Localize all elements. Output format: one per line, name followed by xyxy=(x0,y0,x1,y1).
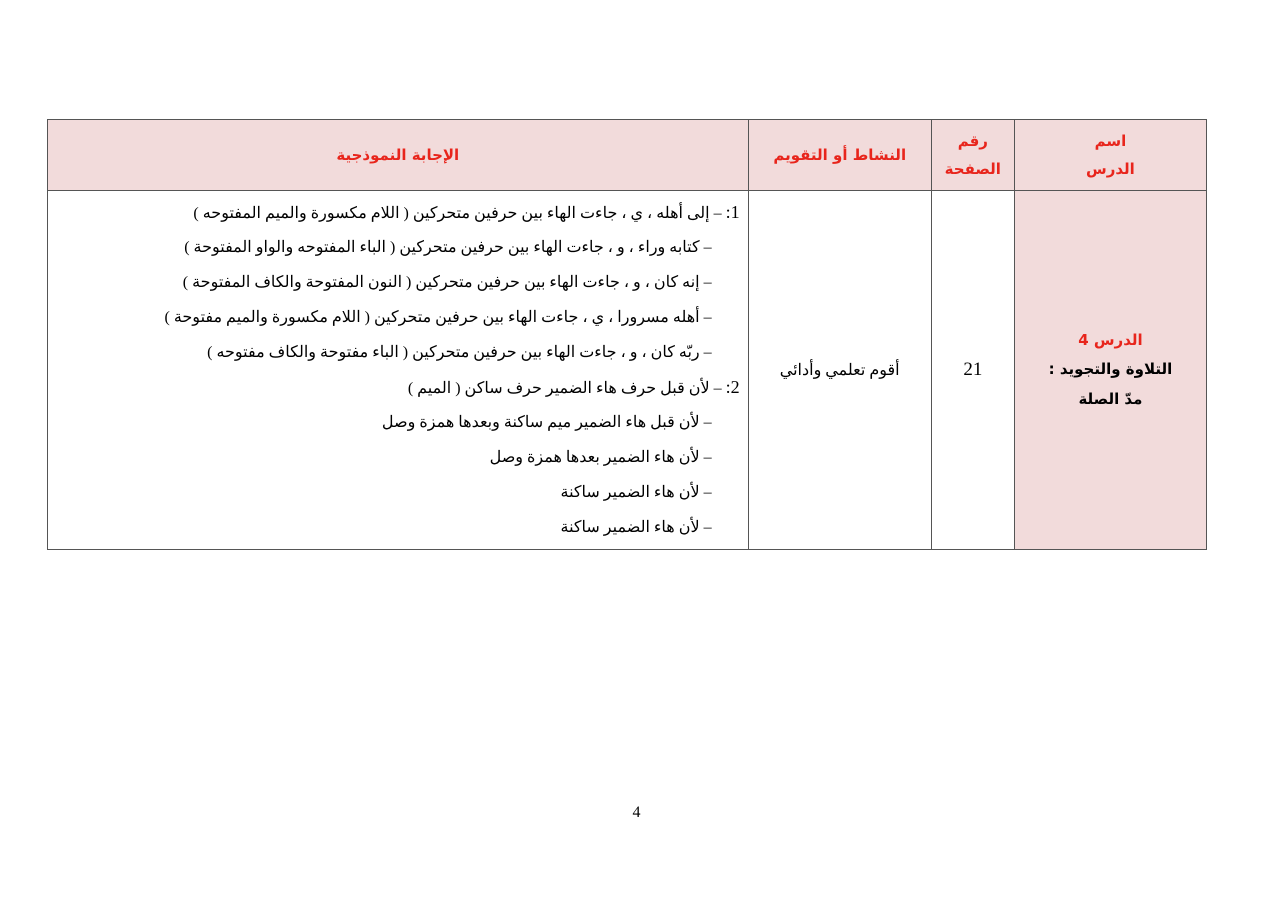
answer-line: – لأن قبل هاء الضمير ميم ساكنة وبعدها همزة وصل xyxy=(381,414,712,431)
header-model-answer: الإجابة النموذجية xyxy=(48,120,749,191)
answer-number: 1: xyxy=(725,202,740,222)
answer-line: – لأن هاء الضمير ساكنة xyxy=(560,519,712,536)
answer-text: – لأن قبل حرف هاء الضمير حرف ساكن ( الميم ) xyxy=(407,380,726,397)
header-lesson-name xyxy=(1014,120,1206,191)
activity-cell: أقوم تعلمي وأدائي xyxy=(748,191,931,550)
page-number-cell: 21 xyxy=(931,191,1014,550)
answer-number: 2: xyxy=(725,377,740,397)
table-row xyxy=(48,191,1207,550)
lesson-topic: التلاوة والتجويد : xyxy=(1048,360,1173,379)
header-lesson-line1: اسم xyxy=(1094,131,1127,150)
answer-line: – إنه كان ، و ، جاءت الهاء بين حرفين متحركين ( النون المفتوحة والكاف المفتوحة ) xyxy=(182,274,712,291)
page-number: 4 xyxy=(632,804,641,821)
header-page-line1: رقم xyxy=(957,131,988,150)
answer-line: – أهله مسرورا ، ي ، جاءت الهاء بين حرفين متحركين ( اللام مكسورة والميم مفتوحة ) xyxy=(164,309,712,326)
answer-line: – ربّه كان ، و ، جاءت الهاء بين حرفين متحركين ( الباء مفتوحة والكاف مفتوحه ) xyxy=(207,344,712,361)
lesson-subtopic: مدّ الصلة xyxy=(1078,389,1143,408)
answer-text: – إلى أهله ، ي ، جاءت الهاء بين حرفين متحركين ( اللام مكسورة والميم المفتوحه ) xyxy=(193,205,726,222)
header-lesson-line2: الدرس xyxy=(1086,160,1135,178)
answer-line xyxy=(56,195,740,230)
answer-line: – كتابه وراء ، و ، جاءت الهاء بين حرفين متحركين ( الباء المفتوحه والواو المفتوحة ) xyxy=(184,239,712,256)
answer-line: – لأن هاء الضمير بعدها همزة وصل xyxy=(489,449,712,466)
header-activity: النشاط أو التقويم xyxy=(748,120,931,191)
answer-line xyxy=(56,370,740,405)
table-header-row xyxy=(48,120,1207,191)
lesson-cell xyxy=(1014,191,1206,550)
answer-line: – لأن هاء الضمير ساكنة xyxy=(560,484,712,501)
answer-cell xyxy=(48,191,749,550)
lesson-table xyxy=(47,119,1207,550)
header-page-line2: الصفحة xyxy=(944,160,1001,178)
lesson-name: الدرس 4 xyxy=(1078,331,1143,350)
header-page-number xyxy=(931,120,1014,191)
